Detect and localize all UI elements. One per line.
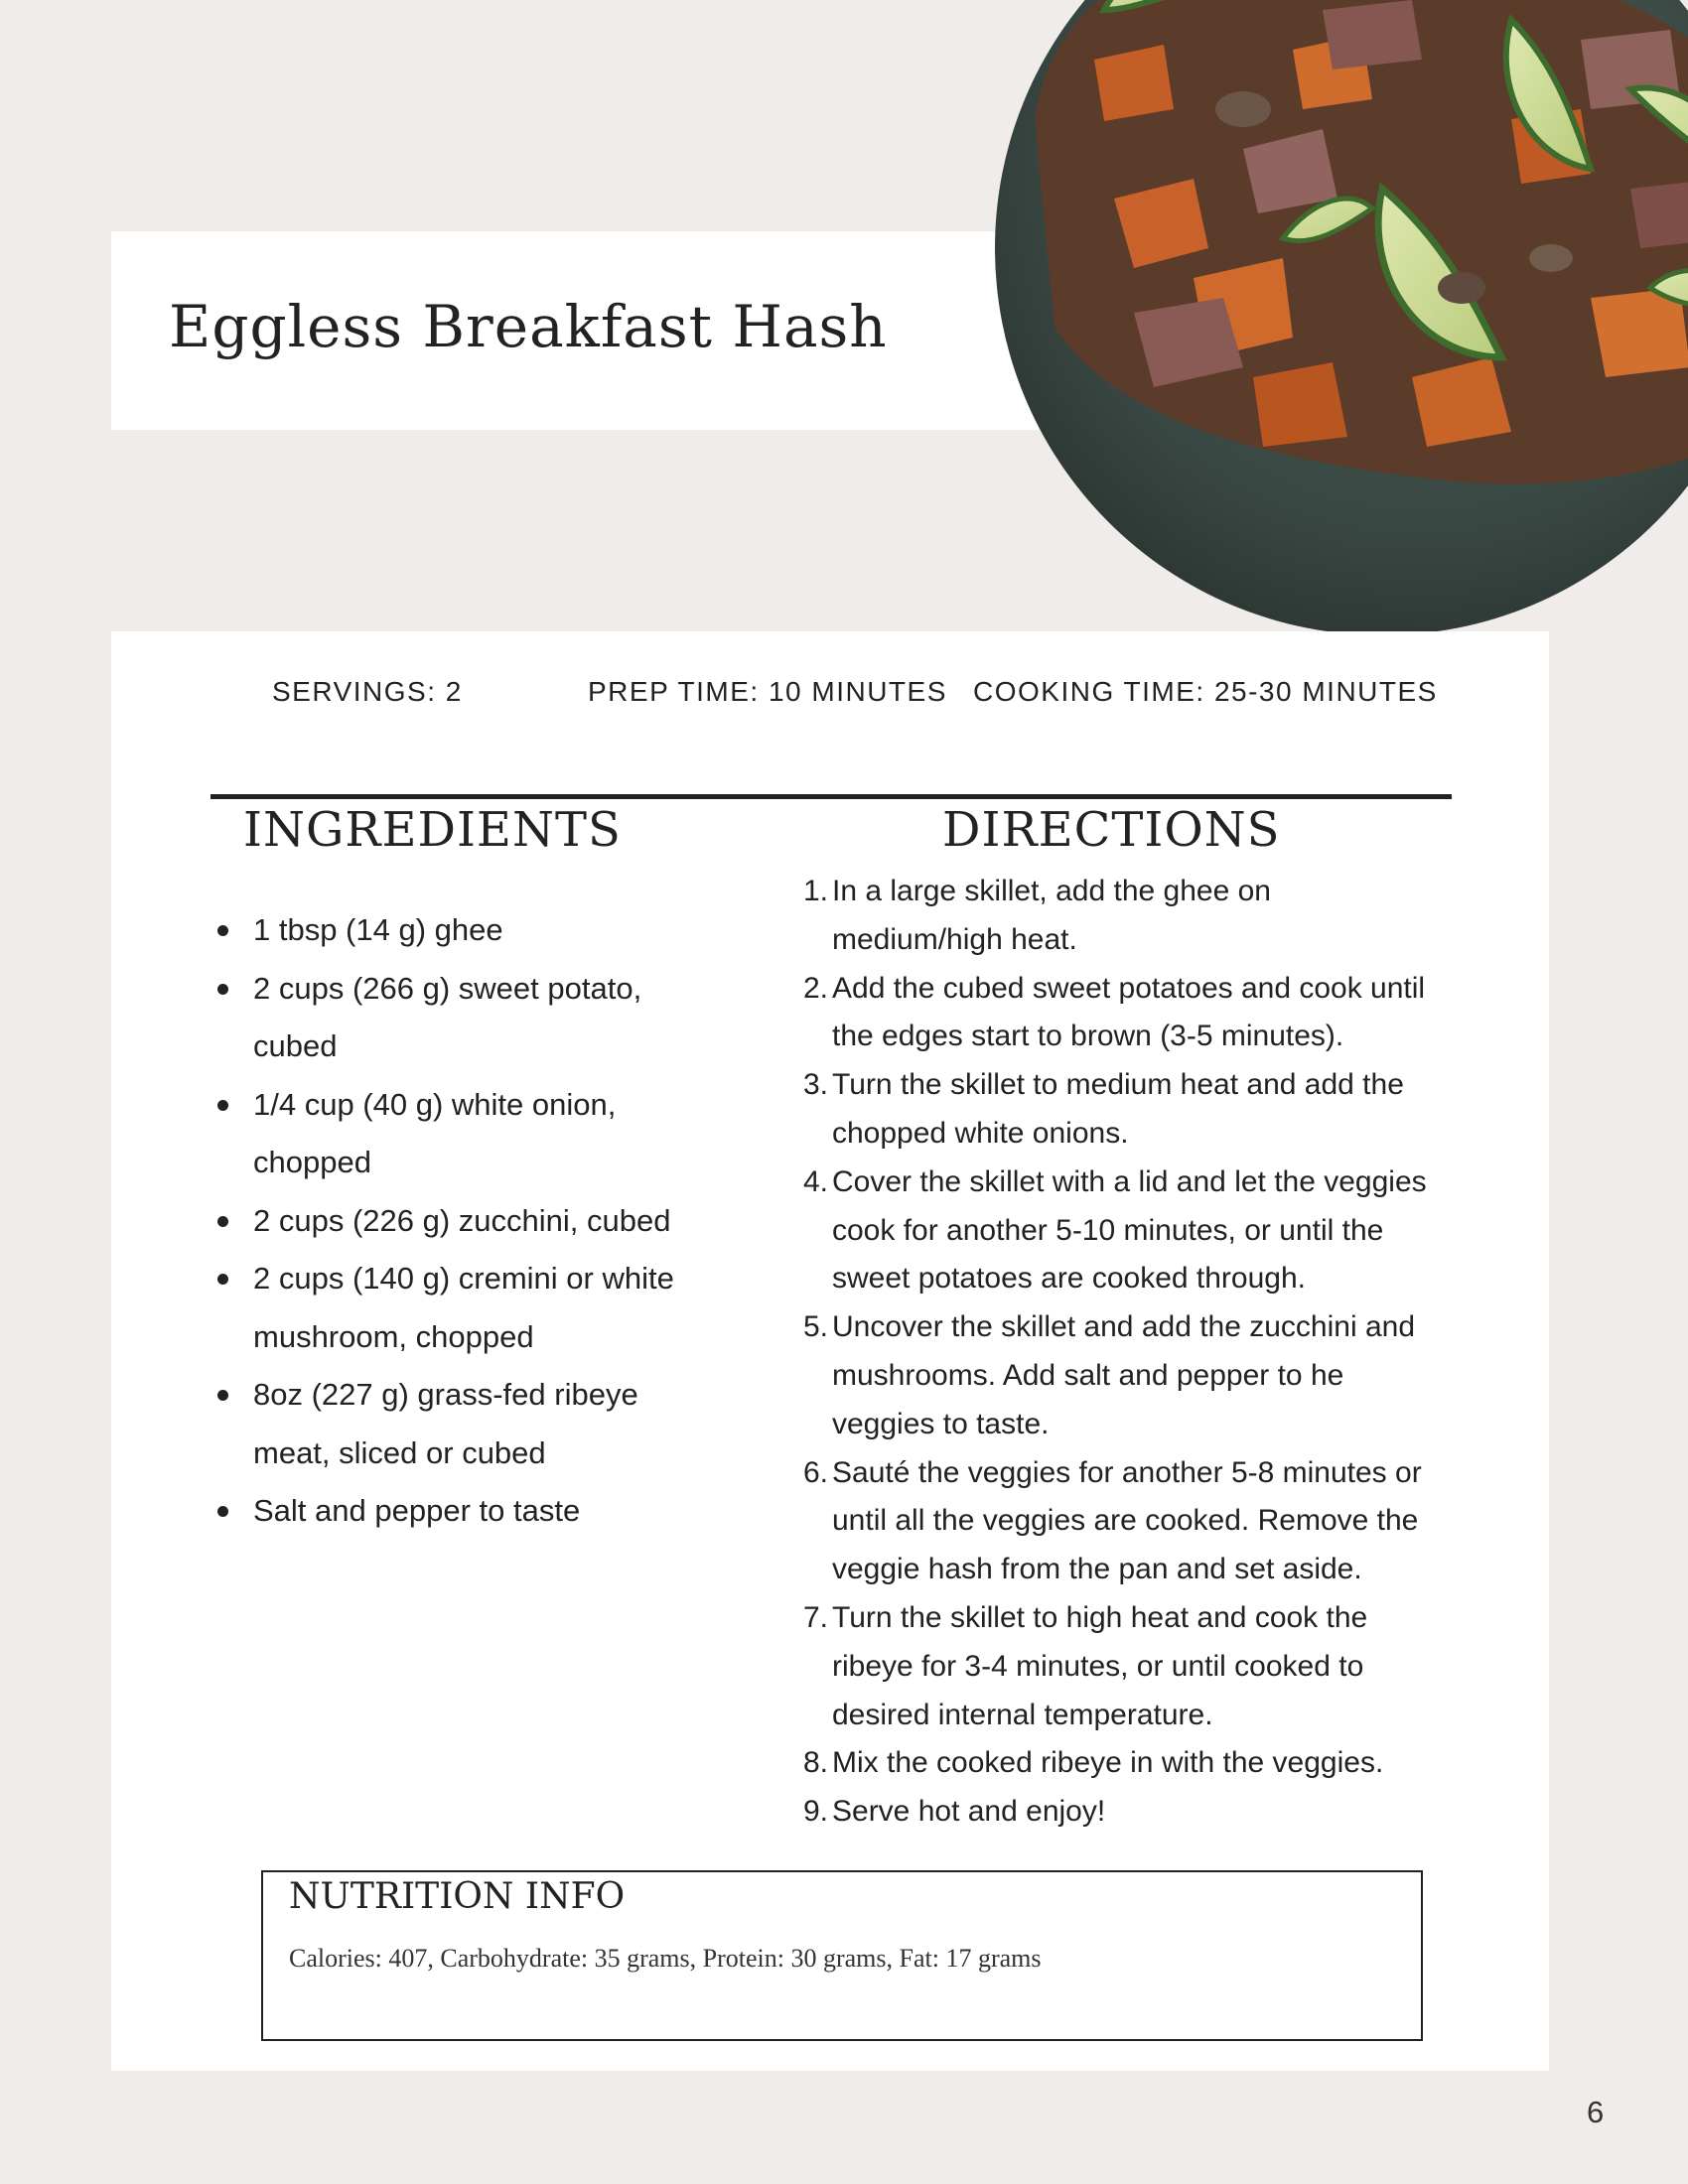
step-number: 7. xyxy=(803,1600,829,1634)
prep-time: PREP TIME: 10 MINUTES xyxy=(588,676,947,707)
servings: SERVINGS: 2 xyxy=(272,676,463,707)
step-number: 5. xyxy=(803,1310,829,1344)
nutrition-box xyxy=(261,1870,1423,2041)
ingredients-heading: INGREDIENTS xyxy=(243,802,622,858)
step-text: Cover the skillet with a lid and let the veggies cook for another 5-10 minutes, or until the sweet potatoes are cooked through. xyxy=(832,1164,1427,1296)
directions-list xyxy=(803,868,1518,1837)
cooking-time: COOKING TIME: 25-30 MINUTES xyxy=(973,676,1438,707)
direction-step xyxy=(803,1594,1518,1739)
nutrition-values: Calories: 407, Carbohydrate: 35 grams, Protein: 30 grams, Fat: 17 grams xyxy=(289,1944,1042,1973)
step-text: Sauté the veggies for another 5-8 minutes or until all the veggies are cooked. Remove the veggie hash from the pan and set aside. xyxy=(832,1455,1422,1586)
step-text: Turn the skillet to medium heat and add the chopped white onions. xyxy=(832,1068,1404,1150)
step-number: 3. xyxy=(803,1068,829,1102)
direction-step xyxy=(803,965,1518,1062)
list-item: Salt and pepper to taste xyxy=(213,1482,680,1541)
food-photo-illustration xyxy=(995,0,1688,635)
step-text: Serve hot and enjoy! xyxy=(832,1795,1106,1829)
list-item: 1/4 cup (40 g) white onion, chopped xyxy=(213,1076,680,1192)
recipe-title: Eggless Breakfast Hash xyxy=(169,293,888,360)
page-number: 6 xyxy=(1587,2095,1605,2129)
step-text: Uncover the skillet and add the zucchini and mushrooms. Add salt and pepper to he veggies to taste. xyxy=(832,1310,1416,1440)
nutrition-heading: NUTRITION INFO xyxy=(289,1876,626,1917)
list-item: 8oz (227 g) grass-fed ribeye meat, sliced or cubed xyxy=(213,1366,680,1482)
direction-step xyxy=(803,1788,1518,1837)
list-item: 2 cups (226 g) zucchini, cubed xyxy=(213,1192,680,1251)
food-photo xyxy=(995,0,1688,635)
direction-step xyxy=(803,1739,1518,1788)
step-number: 9. xyxy=(803,1795,829,1829)
step-text: Turn the skillet to high heat and cook the ribeye for 3-4 minutes, or until cooked to desired internal temperature. xyxy=(832,1600,1368,1731)
step-number: 2. xyxy=(803,971,829,1005)
step-text: Mix the cooked ribeye in with the veggies. xyxy=(832,1746,1384,1780)
list-item: 2 cups (266 g) sweet potato, cubed xyxy=(213,960,680,1076)
step-number: 4. xyxy=(803,1164,829,1198)
ingredients-list xyxy=(213,901,680,1541)
list-item: 1 tbsp (14 g) ghee xyxy=(213,901,680,960)
recipe-card xyxy=(111,631,1549,2071)
direction-step xyxy=(803,1449,1518,1594)
direction-step xyxy=(803,868,1518,965)
step-number: 6. xyxy=(803,1455,829,1489)
direction-step xyxy=(803,1061,1518,1159)
section-divider xyxy=(211,794,1452,799)
step-text: Add the cubed sweet potatoes and cook until the edges start to brown (3-5 minutes). xyxy=(832,971,1426,1053)
title-banner xyxy=(111,231,1104,430)
directions-heading: DIRECTIONS xyxy=(942,802,1281,858)
direction-step xyxy=(803,1159,1518,1303)
step-number: 8. xyxy=(803,1746,829,1780)
step-text: In a large skillet, add the ghee on medium/high heat. xyxy=(832,875,1271,956)
step-number: 1. xyxy=(803,875,829,907)
list-item: 2 cups (140 g) cremini or white mushroom, chopped xyxy=(213,1250,680,1366)
direction-step xyxy=(803,1303,1518,1448)
